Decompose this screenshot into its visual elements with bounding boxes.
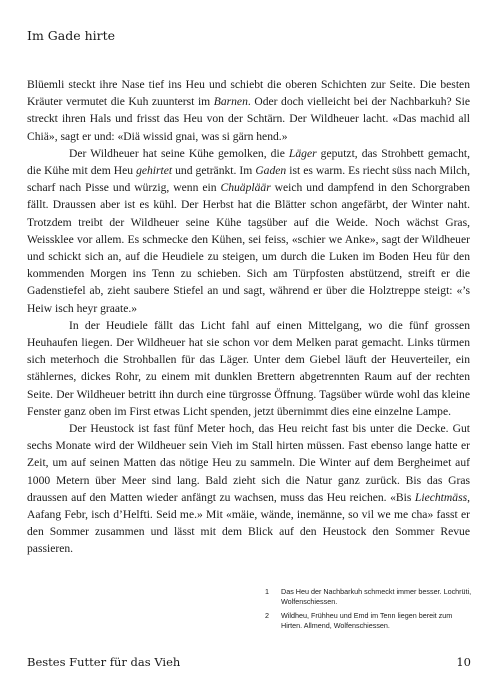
- footnote-number: 1: [265, 587, 269, 596]
- footnote-number: 2: [265, 611, 269, 620]
- body-text: [27, 76, 470, 558]
- body-paragraph: Der Heustock ist fast fünf Meter hoch, das Heu reicht fast bis unter die Decke. Gut sechs Monate wird der Wildheuer sein Vieh im Stall hirten müssen. Fast ebenso lange hatte er Zeit, um auf seinen Matten das nötige Heu zu sammeln. Die Winter auf dem Bergheimet auf 1000 Metern über Meer sind lang. Bald zieht sich die Natur ganz zurück. Bis das Gras draussen auf den Matten wieder anfängt zu wachsen, muss das Heu reichen. «Bis Liechtmäss, Aafang Febr, isch d’Helfti. Seid me.» Mit «mäie, wände, inemänne, so vil we me cha» fasst er den Sommer zusammen und lässt mit dem Blick auf den Heustock den Sommer Revue passieren.: [27, 422, 470, 556]
- footnote-text: Das Heu der Nachbarkuh schmeckt immer besser. Lochrüti, Wolfenschiessen.: [281, 587, 472, 606]
- italic-term: Läger: [288, 146, 317, 160]
- italic-term: gehirtet: [136, 164, 173, 178]
- italic-term: Gaden: [255, 164, 287, 178]
- body-paragraph: Der Wildheuer hat seine Kühe gemolken, die Läger geputzt, das Strohbett gemacht, die Kühe mit dem Heu gehirtet und getränkt. Im Gaden ist es warm. Es riecht süss nach Milch, scharf nach Pisse und würzig, wenn ein Chuäpläär weich und dampfend in den Schorgraben fällt. Draussen aber ist es kühl. Der Herbst hat die Blätter schon angefärbt, der Winter naht. Trotzdem treibt der Wildheuer seine Kühe tagsüber auf die Weide. Noch wächst Gras, Weissklee vor allem. Es schmecke den Kühen, sei feiss, «schier we Anke», sagt der Wildheuer und schickt sich an, auf die Heudiele zu steigen, um durch die Luken im Boden Heu für den kommenden Morgen ins Tenn zu schieben. Sich am Türpfosten abstützend, streift er die Gadenstiefel ab, zieht saubere Stiefel an und sagt, während er über die Holztreppe steigt: «’s Heiw isch heyr graate.»: [27, 146, 470, 315]
- body-paragraph: Blüemli steckt ihre Nase tief ins Heu und schiebt die oberen Schichten zur Seite. Die besten Kräuter vermutet die Kuh zuunterst im Barnen. Oder doch vielleicht bei der Nachbarkuh? Sie streckt ihren Hals und frisst das Heu von der Schtärn. Der Wildheuer lacht. «Das machid all Chiä», sagt er und: «Diä wissid gnai, was si gärn hend.»: [27, 78, 470, 143]
- page-number: 10: [456, 655, 471, 669]
- italic-term: Barnen: [213, 95, 248, 109]
- footnote: [265, 611, 475, 631]
- footer-title: Bestes Futter für das Vieh: [27, 655, 181, 669]
- running-head: Im Gade hirte: [27, 28, 116, 43]
- footnote-text: Wildheu, Frühheu und Emd im Tenn liegen bereit zum Hirten. Allmend, Wolfenschiessen.: [281, 611, 453, 630]
- italic-term: Chuäpläär: [220, 181, 271, 195]
- footnotes: [265, 587, 475, 635]
- italic-term: Liechtmäss: [414, 490, 468, 504]
- body-paragraph: In der Heudiele fällt das Licht fahl auf einen Mittelgang, wo die fünf grossen Heuhaufen liegen. Der Wildheuer hat sie schon vor dem Melken parat gemacht. Links türmen sich meterhoch die Strohballen für das Läger. Unter dem Giebel läuft der Heuverteiler, ein stählernes, dickes Rohr, zu einem mit dunklen Brettern abgetrennten Raum auf der rechten Seite. Der Wildheuer betritt ihn durch eine türgrosse Öffnung. Tagsüber würde wohl das kleine Fenster ganz oben im First etwas Licht spenden, jetzt übernimmt dies eine einzelne Lampe.: [27, 318, 470, 418]
- footnote: [265, 587, 475, 607]
